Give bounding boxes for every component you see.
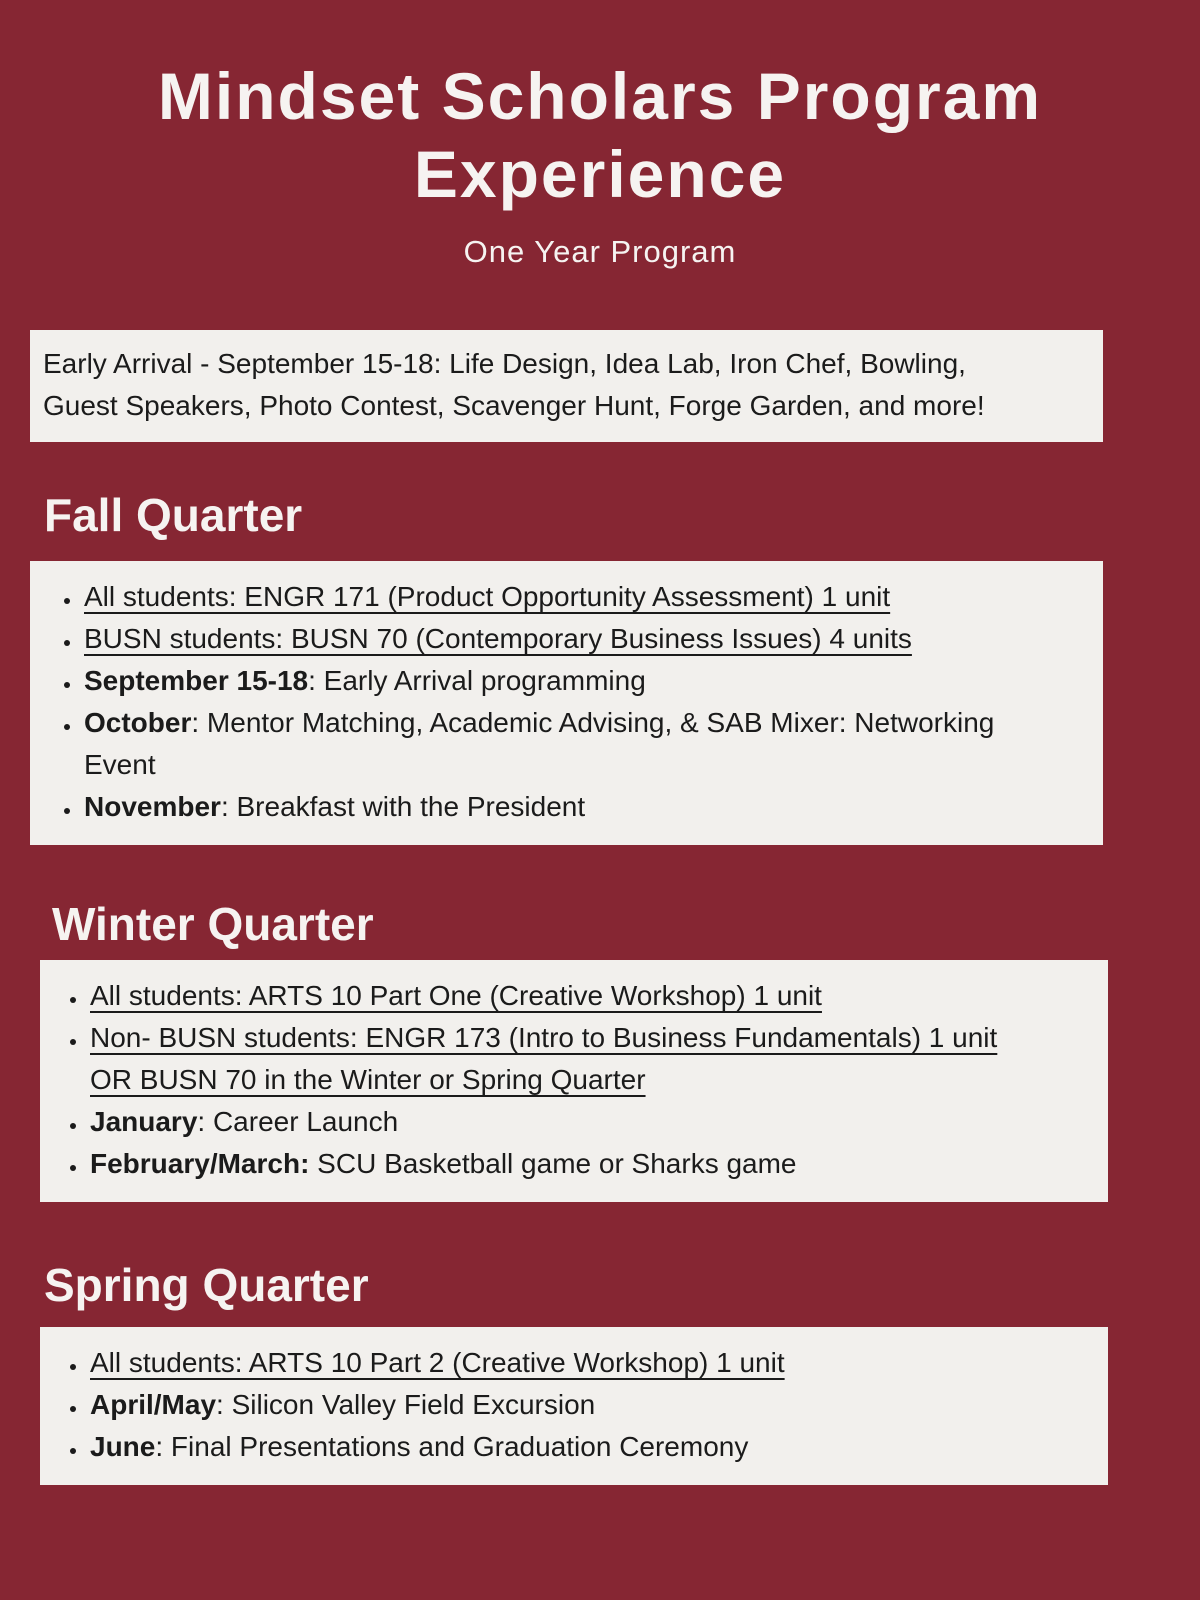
list-item: [82, 786, 1033, 828]
item-date: November: [84, 790, 221, 822]
list-item: [88, 1342, 1084, 1384]
list-item: [82, 576, 1033, 618]
section-heading-fall: Fall Quarter: [44, 488, 303, 541]
item-date: February/March:: [90, 1148, 310, 1180]
list-item: [82, 660, 1033, 702]
list-item: [88, 1384, 1084, 1426]
early-arrival-text: Early Arrival - September 15-18: Life Design, Idea Lab, Iron Chef, Bowling, Guest Speakers, Photo Contest, Scavenger Hunt, Forge Garden, and more!: [43, 347, 985, 421]
list-item: [88, 1017, 1025, 1101]
list-item: [88, 1143, 1084, 1185]
item-date: September 15-18: [84, 664, 309, 696]
header: [0, 58, 1200, 270]
item-text: All students: ARTS 10 Part One (Creative Workshop) 1 unit: [90, 980, 822, 1012]
item-date: January: [90, 1106, 198, 1138]
item-text: Non- BUSN students: ENGR 173 (Intro to Business Fundamentals) 1 unit OR BUSN 70 in the Winter or Spring Quarter: [90, 1022, 998, 1096]
item-date: April/May: [90, 1389, 217, 1421]
early-arrival-panel: [30, 330, 1103, 442]
winter-list: [60, 975, 1084, 1185]
fall-panel: [30, 561, 1103, 845]
item-text: All students: ENGR 171 (Product Opportunity Assessment) 1 unit: [84, 580, 891, 612]
list-item: [82, 618, 1033, 660]
item-text: All students: ARTS 10 Part 2 (Creative Workshop) 1 unit: [90, 1347, 785, 1379]
item-date: June: [90, 1431, 156, 1463]
spring-panel: [40, 1327, 1108, 1485]
item-text: : Final Presentations and Graduation Ceremony: [155, 1431, 749, 1463]
page-subtitle: One Year Program: [463, 233, 737, 269]
item-text: : Early Arrival programming: [308, 664, 646, 696]
section-heading-winter: Winter Quarter: [52, 897, 374, 950]
item-text: : Career Launch: [197, 1106, 399, 1138]
list-item: [88, 1101, 1084, 1143]
winter-panel: [40, 960, 1108, 1202]
page-title: Mindset Scholars Program Experience: [157, 59, 1043, 211]
spring-list: [60, 1342, 1084, 1468]
list-item: [82, 702, 1033, 786]
item-text: BUSN students: BUSN 70 (Contemporary Business Issues) 4 units: [84, 622, 912, 654]
list-item: [88, 975, 1084, 1017]
item-date: October: [84, 706, 192, 738]
item-text: SCU Basketball game or Sharks game: [309, 1148, 797, 1180]
fall-list: [52, 576, 1033, 828]
list-item: [88, 1426, 1084, 1468]
item-text: : Mentor Matching, Academic Advising, & SAB Mixer: Networking Event: [84, 706, 995, 780]
item-text: : Breakfast with the President: [220, 790, 586, 822]
section-heading-spring: Spring Quarter: [44, 1259, 369, 1312]
item-text: : Silicon Valley Field Excursion: [216, 1389, 596, 1421]
